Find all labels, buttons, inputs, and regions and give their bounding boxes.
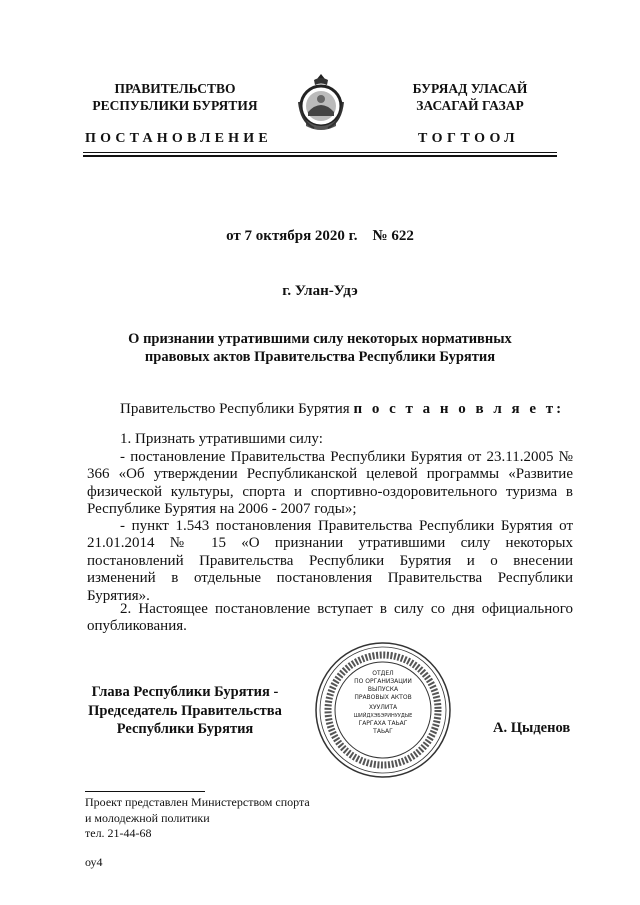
item-2: 2. Настоящее постановление вступает в силу со дня официального опубликования. (87, 601, 573, 635)
document-title-line1: О признании утратившими силу некоторых нормативных (128, 331, 512, 347)
header-right-line1: БУРЯАД УЛАСАЙ (412, 81, 528, 96)
signatory-position (80, 683, 290, 739)
footnote (85, 795, 310, 842)
footnote-line3: тел. 21-44-68 (85, 826, 152, 840)
stamp-line6: ШИЙДХЭБЭРИНУУДЫЕ (353, 713, 413, 719)
intro-decrees: п о с т а н о в л я е т: (353, 401, 565, 417)
header-right (395, 80, 545, 114)
stamp-line5: ХУУЛИТА (368, 704, 398, 711)
document-title-line2: правовых актов Правительства Республики Бурятия (144, 349, 496, 365)
document-code: оу4 (85, 855, 103, 869)
stamp-line3: ВЫПУСКА (367, 686, 399, 693)
intro-text: Правительство Республики Бурятия (120, 401, 350, 417)
item-1-b: - пункт 1.543 постановления Правительства Республики Бурятия от 21.01.2014 № 15 «О признании утратившими силу некоторых постановлений Правительства Республики Бурятия и о внесении изменений в отдельные постановления Правительства Республики Бурятия». (87, 518, 573, 604)
stamp-line1: ОТДЕЛ (372, 670, 394, 677)
footnote-line2: и молодежной политики (85, 810, 210, 825)
footnote-line1: Проект представлен Министерством спорта (85, 795, 310, 809)
decree-heading-bur: ТОГТООЛ (418, 131, 520, 146)
position-line1: Глава Республики Бурятия - (91, 684, 279, 700)
position-line3: Республики Бурятия (116, 721, 254, 737)
header-rule-thick (83, 155, 557, 157)
item-1-a: - постановление Правительства Республики Бурятия от 23.11.2005 № 366 «Об утверждении Республиканской целевой программы «Развитие физической культуры, спорта и спортивно-оздоровительного туризма в Республике Бурятия на 2006 - 2007 годы»; (87, 449, 573, 518)
position-line2: Председатель Правительства (88, 702, 282, 719)
decree-heading-ru: ПОСТАНОВЛЕНИЕ (85, 131, 272, 146)
date-number: от 7 октября 2020 г. № 622 (226, 228, 414, 244)
coat-of-arms-emblem (296, 72, 346, 134)
header-left (75, 80, 275, 114)
stamp-line2: ПО ОРГАНИЗАЦИИ (354, 678, 412, 685)
header-left-line2: РЕСПУБЛИКИ БУРЯТИЯ (92, 98, 258, 113)
header-left-line1: ПРАВИТЕЛЬСТВО (114, 81, 236, 96)
body-intro (87, 401, 573, 418)
footnote-rule (85, 791, 205, 792)
document-title (110, 330, 530, 366)
stamp-line7: ГАРГАХА ТАЬАГ (358, 720, 408, 727)
stamp-line8: ТАЬАГ (373, 728, 393, 735)
city: г. Улан-Удэ (282, 283, 358, 299)
item-1: 1. Признать утратившими силу: (120, 431, 323, 447)
header-right-line2: ЗАСАГАЙ ГАЗАР (416, 98, 524, 113)
header-rule-thin (83, 152, 557, 153)
signatory-name: А. Цыденов (493, 720, 571, 736)
official-seal-stamp (313, 640, 453, 780)
stamp-line4: ПРАВОВЫХ АКТОВ (354, 694, 412, 701)
